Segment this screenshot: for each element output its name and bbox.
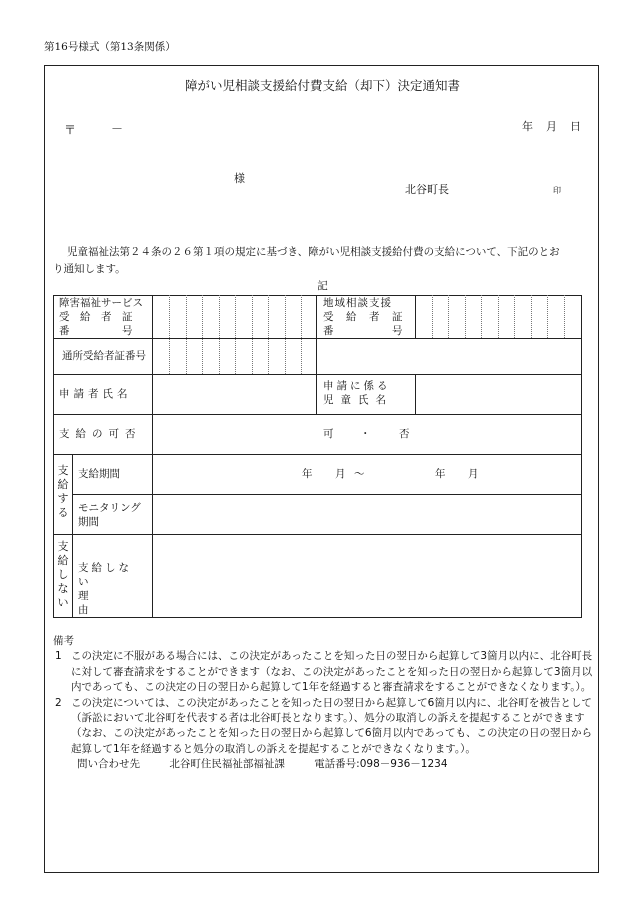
label-char: 支 — [57, 464, 69, 477]
body-text-line-2: り通知します。 — [53, 263, 126, 275]
digit-divider — [169, 295, 170, 374]
table-line — [415, 374, 416, 414]
table-line — [72, 494, 582, 495]
label-line: 児童氏名 — [323, 394, 393, 406]
approval-separator: ・ — [360, 428, 371, 440]
table-line — [316, 374, 317, 414]
label-char: し — [57, 568, 69, 581]
ki-label: 記 — [317, 280, 328, 292]
nopay-reason-label — [78, 561, 144, 617]
digit-divider — [465, 295, 466, 338]
contact-phone: 電話番号:098－936－1234 — [314, 758, 448, 771]
label-line: 理由 — [78, 590, 127, 616]
digit-divider — [531, 295, 532, 338]
issuer-name: 北谷町長 — [405, 183, 449, 196]
table-line — [53, 374, 582, 375]
form-code: 第16号様式（第13条関係） — [44, 41, 176, 53]
table-line — [53, 534, 582, 535]
digit-divider — [547, 295, 548, 338]
body-text-line-1: 児童福祉法第２４条の２６第１項の規定に基づき、障がい児相談支援給付費の支給について、下記のとお — [67, 246, 560, 258]
label-char: な — [57, 582, 69, 595]
date-year: 年 — [522, 120, 533, 133]
nopay-section-label — [56, 540, 70, 610]
label-line: 地域相談支援 — [323, 297, 392, 309]
approval-label: 支給の可否 — [59, 428, 142, 440]
digit-divider — [448, 295, 449, 338]
label-line: 受 給 者 証 — [323, 311, 404, 323]
community-support-cert-label — [323, 296, 411, 338]
label-char: い — [57, 596, 69, 609]
welfare-service-cert-label — [59, 296, 145, 338]
table-line — [316, 295, 317, 374]
note-text: この決定に不服がある場合には、この決定があったことを知った日の翌日から起算して3箇月以内に、北谷町長に対して審査請求をすることができます（なお、この決定があったことを知った日の翌日から起算して3箇月以内であっても、この決定の日の翌日から起算して1年を経過すると審査請求をすることができなくなります。）。 — [71, 650, 593, 694]
digit-divider — [252, 295, 253, 374]
label-line: 障害福祉サービス — [59, 297, 143, 309]
table-line — [53, 617, 582, 618]
monitoring-label — [78, 501, 141, 529]
contact-department: 北谷町住民福祉部福祉課 — [169, 758, 285, 771]
contact-label: 問い合わせ先 — [77, 758, 140, 771]
label-char: す — [57, 492, 69, 505]
table-line — [53, 295, 54, 618]
label-line: 支給しない — [78, 562, 132, 588]
table-line — [152, 295, 153, 618]
date-day: 日 — [570, 120, 581, 133]
period-month-2: 月 — [468, 468, 479, 480]
date-month: 月 — [546, 120, 557, 133]
seal-mark: 印 — [553, 186, 561, 195]
table-line — [581, 295, 582, 618]
period-month-1: 月 — [335, 468, 346, 480]
digit-divider — [564, 295, 565, 338]
note-item-2 — [53, 696, 593, 758]
approval-denied: 否 — [399, 428, 410, 440]
digit-divider — [301, 295, 302, 374]
digit-divider — [432, 295, 433, 338]
period-label: 支給期間 — [78, 468, 120, 480]
notes-heading: 備考 — [53, 635, 74, 647]
contact-line — [53, 757, 593, 772]
label-line: 番 号 — [59, 325, 133, 337]
period-year-1: 年 — [302, 468, 313, 480]
label-char: 給 — [57, 478, 69, 491]
label-char: 支 — [57, 540, 69, 553]
label-line: 受 給 者 証 — [59, 311, 133, 323]
digit-divider — [186, 295, 187, 374]
addressee-suffix: 様 — [234, 172, 245, 185]
day-service-cert-label: 通所受給者証番号 — [62, 350, 146, 362]
notes-section — [53, 634, 593, 773]
table-line — [415, 295, 416, 338]
digit-divider — [219, 295, 220, 374]
note-text: この決定については、この決定があったことを知った日の翌日から起算して6箇月以内に、北谷町を被告として（訴訟において北谷町を代表する者は北谷町長となります。）、処分の取消しの訴えを提起することができます（なお、この決定があったことを知った日の翌日から起算して6箇月以内であっても、この決定の日の翌日から起算して1年を経過すると処分の取消しの訴えを提起することができなくなります。）。 — [71, 696, 592, 755]
note-number: 1 — [55, 650, 62, 663]
label-char: 給 — [57, 554, 69, 567]
digit-divider — [285, 295, 286, 374]
digit-divider — [481, 295, 482, 338]
label-line: モニタリング — [78, 502, 141, 514]
label-char: る — [57, 506, 69, 519]
note-number: 2 — [55, 696, 62, 709]
notice-form — [44, 65, 599, 873]
digit-divider — [202, 295, 203, 374]
approval-possible: 可 — [323, 428, 334, 440]
digit-divider — [514, 295, 515, 338]
postal-mark: 〒 — [64, 123, 77, 137]
table-line — [53, 454, 582, 455]
form-title: 障がい児相談支援給付費支給（却下）決定通知書 — [184, 78, 460, 93]
label-line: 申請に係る — [323, 380, 391, 392]
period-tilde: ～ — [354, 468, 365, 480]
applicant-name-label: 申請者氏名 — [59, 388, 132, 400]
label-line: 期間 — [78, 516, 99, 528]
pay-section-label — [56, 464, 70, 520]
table-line — [53, 338, 582, 339]
child-name-label — [323, 379, 393, 407]
digit-divider — [268, 295, 269, 374]
postal-dash: － — [111, 122, 124, 136]
digit-divider — [235, 295, 236, 374]
label-line: 番 号 — [323, 325, 404, 337]
note-item-1 — [53, 649, 593, 695]
table-line — [53, 414, 582, 415]
table-line — [72, 454, 73, 618]
digit-divider — [498, 295, 499, 338]
period-year-2: 年 — [435, 468, 446, 480]
